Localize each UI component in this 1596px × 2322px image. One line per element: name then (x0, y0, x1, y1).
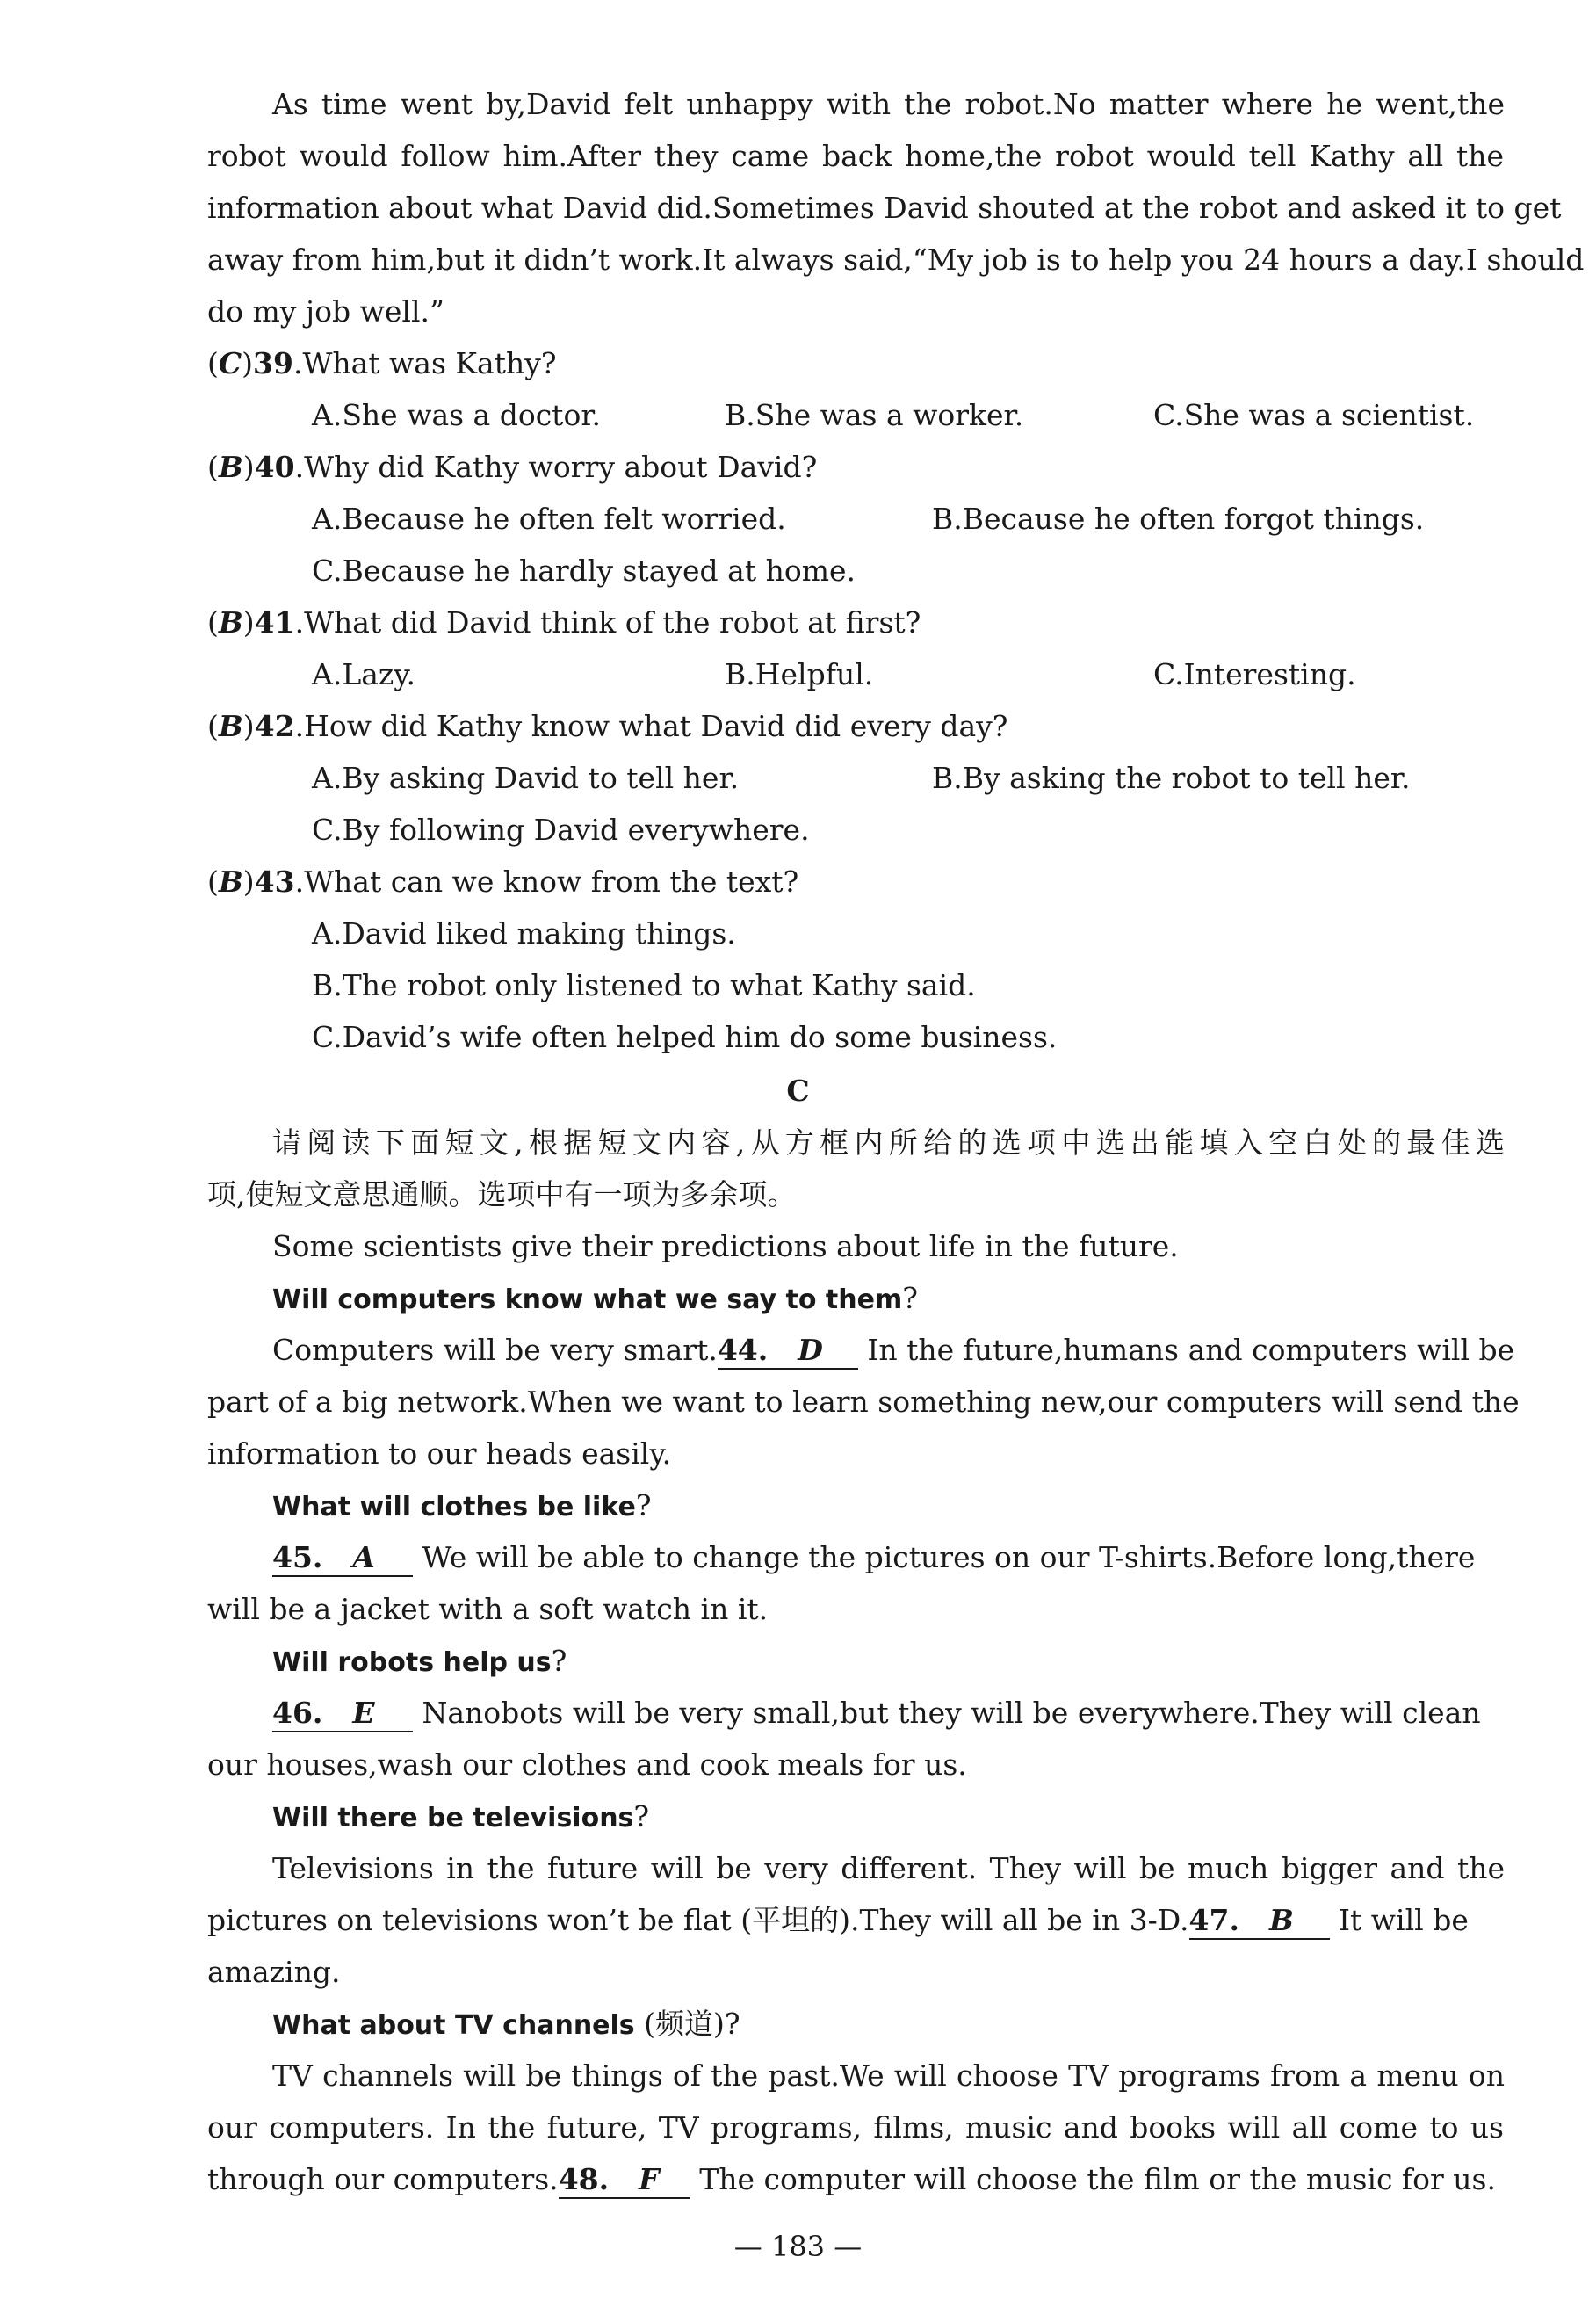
answer-43: B (218, 864, 243, 899)
question-number: 42 (254, 709, 295, 743)
paragraph-channels-line: through our computers.48. F The computer will choose the film or the music for us. (207, 2153, 1504, 2205)
paragraph-computers-line: information to our heads easily. (207, 1436, 672, 1471)
question-text: How did Kathy know what David did every day? (304, 709, 1008, 743)
question-number: 43 (254, 864, 295, 899)
paragraph-computers-line: part of a big network.When we want to learn something new,our computers will send the (207, 1385, 1520, 1419)
paragraph-channels-line: TV channels will be things of the past.We will choose TV programs from a menu on (272, 2058, 1505, 2093)
option-c: C.She was a scientist. (1153, 398, 1475, 432)
paragraph-clothes-line: 45. A We will be able to change the pictures on our T-shirts.Before long,there (272, 1531, 1569, 1583)
option-a: A.David liked making things. (312, 916, 736, 951)
paragraph-tv-line: pictures on televisions won’t be flat (平坦的).They will all be in 3-D.47. B It will be (207, 1894, 1504, 1946)
question-41: (B)41.What did David think of the robot at first? (207, 605, 921, 640)
question-number: 39 (253, 346, 293, 380)
answer-40: B (218, 450, 243, 484)
question-text: What did David think of the robot at first? (304, 605, 921, 640)
question-text: Why did Kathy worry about David? (304, 450, 818, 484)
blank-44: 44. D (718, 1333, 858, 1370)
paragraph-clothes-line: will be a jacket with a soft watch in it. (207, 1592, 769, 1626)
question-40: (B)40.Why did Kathy worry about David? (207, 450, 818, 484)
paragraph-channels-line: our computers. In the future, TV programs, films, music and books will all come to us (207, 2110, 1504, 2145)
question-number: 40 (254, 450, 295, 484)
blank-48: 48. F (559, 2162, 690, 2199)
answer-41: B (218, 605, 243, 640)
question-number: 41 (254, 605, 295, 640)
option-a: A.By asking David to tell her. (312, 761, 740, 795)
instructions-line: 请阅读下面短文,根据短文内容,从方框内所给的选项中选出能填入空白处的最佳选 (272, 1125, 1505, 1160)
option-a: A.She was a doctor. (312, 398, 601, 432)
question-text: What can we know from the text? (304, 864, 799, 899)
paragraph-tv-line: amazing. (207, 1955, 341, 1989)
option-c: C.Because he hardly stayed at home. (312, 553, 856, 588)
subheading-channels: What about TV channels (频道)? (272, 2007, 740, 2041)
option-a: A.Because he often felt worried. (312, 502, 786, 536)
page-number: — 183 — (733, 2230, 863, 2263)
answer-39: C (218, 346, 242, 380)
paragraph-tv-line: Televisions in the future will be very different. They will be much bigger and the (272, 1851, 1505, 1885)
subheading-robots: Will robots help us? (272, 1644, 567, 1678)
blank-47: 47. B (1189, 1903, 1330, 1940)
passage-line: robot would follow him.After they came back home,the robot would tell Kathy all the (207, 139, 1504, 173)
option-c: C.David’s wife often helped him do some business. (312, 1020, 1058, 1054)
option-b: B.Because he often forgot things. (932, 502, 1425, 536)
section-title: C (786, 1074, 810, 1108)
options-39 (312, 389, 1596, 441)
question-43: (B)43.What can we know from the text? (207, 864, 799, 899)
passage-line: do my job well.” (207, 294, 444, 329)
option-b: B.By asking the robot to tell her. (932, 761, 1411, 795)
paragraph-computers-line: Computers will be very smart.44. D In the future,humans and computers will be (272, 1324, 1569, 1376)
paragraph-robots-line: 46. E Nanobots will be very small,but they will be everywhere.They will clean (272, 1687, 1569, 1739)
question-text: What was Kathy? (302, 346, 557, 380)
passage-line: As time went by,David felt unhappy with the robot.No matter where he went,the (272, 87, 1505, 121)
passage-line: away from him,but it didn’t work.It always said,“My job is to help you 24 hours a day.I should (207, 242, 1585, 277)
options-41 (312, 648, 1596, 700)
option-a: A.Lazy. (312, 657, 416, 691)
option-b: B.Helpful. (725, 657, 874, 691)
option-c: C.By following David everywhere. (312, 813, 810, 847)
subheading-televisions: Will there be televisions? (272, 1799, 650, 1834)
options-42 (312, 752, 1596, 804)
question-42: (B)42.How did Kathy know what David did every day? (207, 709, 1008, 743)
subheading-computers: Will computers know what we say to them? (272, 1281, 918, 1315)
options-40 (312, 493, 1596, 545)
blank-46: 46. E (272, 1696, 413, 1732)
option-c: C.Interesting. (1153, 657, 1356, 691)
paragraph-robots-line: our houses,wash our clothes and cook meals for us. (207, 1747, 967, 1782)
intro-text: Some scientists give their predictions about life in the future. (272, 1229, 1179, 1263)
option-b: B.The robot only listened to what Kathy said. (312, 968, 976, 1002)
option-b: B.She was a worker. (725, 398, 1024, 432)
instructions-line: 项,使短文意思通顺。选项中有一项为多余项。 (207, 1177, 797, 1212)
question-39: (C)39.What was Kathy? (207, 346, 557, 380)
subheading-clothes: What will clothes be like? (272, 1488, 652, 1523)
blank-45: 45. A (272, 1540, 413, 1577)
passage-line: information about what David did.Sometimes David shouted at the robot and asked it to get (207, 191, 1562, 225)
answer-42: B (218, 709, 243, 743)
